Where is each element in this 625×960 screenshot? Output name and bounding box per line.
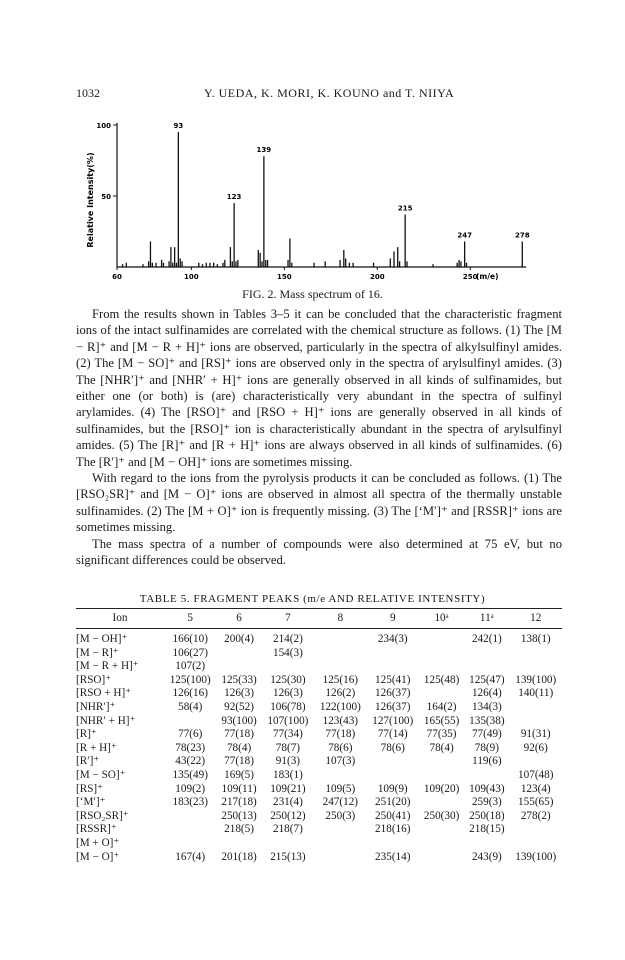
peak-cell: 250(30) xyxy=(423,809,460,822)
peak-cell xyxy=(464,647,509,661)
peak-cell: 78(7) xyxy=(275,741,301,754)
peak-cell: 106(78) xyxy=(270,700,306,713)
peak-cell: 215(13) xyxy=(270,850,306,863)
peak-cell: 154(3) xyxy=(272,646,303,659)
peak-cell: 155(65) xyxy=(518,796,554,809)
peak-cell: 43(22) xyxy=(175,755,206,768)
peak-cell: 126(16) xyxy=(172,687,208,700)
table-row xyxy=(76,851,562,865)
peak-cell: 77(34) xyxy=(272,728,303,741)
peak-cell: 242(1) xyxy=(471,633,502,645)
peak-cell: 251(20) xyxy=(375,796,411,809)
peak-cell xyxy=(314,823,366,837)
peak-cell: 218(15) xyxy=(469,823,505,836)
column-header: 11ᵃ xyxy=(464,609,509,629)
table-row xyxy=(76,701,562,715)
peak-cell: 125(100) xyxy=(169,673,211,686)
peak-cell: 109(43) xyxy=(469,782,505,795)
peak-cell xyxy=(509,715,562,729)
figure-caption xyxy=(0,287,625,302)
table-row xyxy=(76,823,562,837)
y-tick-label: 50 xyxy=(101,193,111,201)
figure-caption-label: FIG. 2. xyxy=(242,287,277,301)
peak-cell: 127(100) xyxy=(372,714,414,727)
peak-cell: 125(30) xyxy=(270,673,306,686)
ion-cell: [M − R]⁺ xyxy=(76,646,119,659)
peak-cell: 78(6) xyxy=(328,741,353,754)
peak-cell xyxy=(419,796,464,810)
running-authors: Y. UEDA, K. MORI, K. KOUNO and T. NIIYA xyxy=(204,86,455,100)
peak-cell: 125(33) xyxy=(221,673,257,686)
peak-cell: 278(2) xyxy=(520,809,551,822)
peak-cell xyxy=(509,647,562,661)
peak-cell: 183(1) xyxy=(272,768,303,781)
peak-label: 215 xyxy=(397,204,413,213)
table-row xyxy=(76,687,562,701)
paragraph-3: The mass spectra of a number of compounds were also determined at 75 eV, but no significant differences could be observed. xyxy=(76,536,562,568)
peak-cell xyxy=(464,769,509,783)
ion-cell: [RSO + H]⁺ xyxy=(76,687,132,700)
peak-cell xyxy=(314,837,366,851)
peak-cell: 139(100) xyxy=(515,673,557,686)
peak-cell: 107(3) xyxy=(325,755,356,768)
paragraph-1: From the results shown in Tables 3–5 it can be concluded that the characteristic fragment ions of the intact sulfinamides are correlated with the chemical structure as follows. (1) The [M − R]⁺ and [M − R + H]⁺ ions are observed, particularly in the spectra of alkylsulfinyl amides. (2) The [M − SO]⁺ and [RS]⁺ ions are observed only in the spectra of arylsulfinyl amides. (3) The [NHR′]⁺ and [NHR′ + H]⁺ ions are generally observed in all kinds of sulfinamides, but either one (or both) is (are) characteristically very abundant in the spectra of sulfinyl arylamides. (4) The [RSO]⁺ and [RSO + H]⁺ ions are generally observed in all kinds of sulfinamides, but the [RSO]⁺ ion is characteristically abundant in the spectra of arylsulfinyl amides. (5) The [R]⁺ and [R + H]⁺ ions are always observed in all kinds of sulfinamides. (6) The [R′]⁺ and [M − OH]⁺ ions are sometimes missing. xyxy=(76,307,562,469)
peak-cell: 109(20) xyxy=(423,782,460,795)
ion-cell: [M − R + H]⁺ xyxy=(76,660,139,673)
page-number: 1032 xyxy=(76,86,100,100)
peak-cell: 106(27) xyxy=(172,646,208,659)
peak-cell: 58(4) xyxy=(178,700,203,713)
ion-cell: [R′]⁺ xyxy=(76,755,100,768)
ion-cell: [RSSR]⁺ xyxy=(76,823,117,836)
peak-cell: 164(2) xyxy=(426,700,457,713)
peak-cell xyxy=(419,769,464,783)
peak-cell: 126(3) xyxy=(272,687,303,700)
y-tick-label: 100 xyxy=(96,122,111,130)
fragment-peaks-table xyxy=(76,608,562,864)
peak-cell: 125(47) xyxy=(469,673,505,686)
peak-cell xyxy=(419,660,464,674)
peak-cell: 135(49) xyxy=(172,768,208,781)
peak-cell: 135(38) xyxy=(469,714,505,727)
column-header: 8 xyxy=(314,609,366,629)
peak-cell: 243(9) xyxy=(471,850,502,863)
peak-cell: 78(4) xyxy=(429,741,454,754)
table-row xyxy=(76,755,562,769)
peak-cell: 218(16) xyxy=(375,823,411,836)
peak-cell: 78(23) xyxy=(175,741,206,754)
peak-cell: 126(37) xyxy=(375,700,411,713)
table-row xyxy=(76,674,562,688)
peak-cell xyxy=(419,837,464,851)
peak-cell xyxy=(262,660,314,674)
table-row xyxy=(76,810,562,824)
peak-cell: 167(4) xyxy=(175,850,206,863)
peak-cell xyxy=(419,823,464,837)
peak-cell: 250(18) xyxy=(469,809,505,822)
peak-cell xyxy=(367,647,419,661)
peak-cell: 109(21) xyxy=(270,782,306,795)
peak-cell: 250(41) xyxy=(375,809,411,822)
peak-cell xyxy=(464,660,509,674)
peak-cell: 235(14) xyxy=(375,850,411,863)
column-header: 6 xyxy=(216,609,261,629)
peak-label: 93 xyxy=(173,122,184,131)
peak-cell xyxy=(509,837,562,851)
ion-cell: [M + O]⁺ xyxy=(76,836,120,849)
peak-cell xyxy=(216,660,261,674)
peak-cell: 183(23) xyxy=(172,796,208,809)
y-axis-label: Relative Intensity(%) xyxy=(86,152,95,248)
peak-cell xyxy=(216,647,261,661)
ion-cell: [RSO₂SR]⁺ xyxy=(76,809,129,822)
peak-cell xyxy=(509,701,562,715)
peak-cell: 166(10) xyxy=(172,633,208,645)
peak-cell: 107(100) xyxy=(267,714,309,727)
peak-cell: 214(2) xyxy=(272,633,303,645)
ion-cell: [M − SO]⁺ xyxy=(76,768,126,781)
ion-cell: [‘M′]⁺ xyxy=(76,796,106,809)
peak-cell: 259(3) xyxy=(471,796,502,809)
peak-cell: 126(3) xyxy=(224,687,254,700)
peak-cell: 109(11) xyxy=(221,782,257,795)
table-row xyxy=(76,629,562,647)
peak-cell xyxy=(314,851,366,865)
peak-cell: 78(6) xyxy=(380,741,405,754)
ion-cell: [RSO]⁺ xyxy=(76,673,112,686)
peak-cell xyxy=(464,837,509,851)
peak-cell: 123(4) xyxy=(520,782,551,795)
peak-cell: 125(16) xyxy=(322,673,359,686)
peak-cell xyxy=(164,715,216,729)
peak-cell: 234(3) xyxy=(377,633,408,645)
peak-cell: 126(2) xyxy=(325,687,356,700)
peak-cell xyxy=(419,647,464,661)
peak-cell: 218(7) xyxy=(272,823,303,836)
peak-cell: 165(55) xyxy=(423,714,460,727)
ion-cell: [M − OH]⁺ xyxy=(76,633,128,645)
table-row xyxy=(76,783,562,797)
peak-cell: 92(6) xyxy=(523,741,548,754)
peak-cell xyxy=(314,629,366,647)
peak-cell: 91(3) xyxy=(275,755,301,768)
peak-cell: 201(18) xyxy=(221,850,257,863)
peak-label: 247 xyxy=(457,231,472,240)
peak-cell: 77(18) xyxy=(325,728,356,741)
peak-cell: 109(2) xyxy=(175,782,206,795)
peak-cell: 125(48) xyxy=(423,673,460,686)
peak-cell: 231(4) xyxy=(272,796,303,809)
peak-cell xyxy=(367,660,419,674)
x-tick-label: 100 xyxy=(184,273,199,281)
x-tick-label: 250 xyxy=(462,273,478,281)
peak-cell: 200(4) xyxy=(224,633,254,645)
table-row xyxy=(76,742,562,756)
peak-label: 278 xyxy=(514,231,530,240)
peak-label: 139 xyxy=(256,146,272,155)
column-header: 9 xyxy=(367,609,419,629)
ion-cell: [NHR′]⁺ xyxy=(76,700,116,713)
peak-cell xyxy=(509,755,562,769)
column-header: 10ᵃ xyxy=(419,609,464,629)
peak-cell: 126(37) xyxy=(375,687,411,700)
peak-cell: 139(100) xyxy=(515,850,557,863)
peak-cell: 218(5) xyxy=(224,823,254,836)
table-row xyxy=(76,660,562,674)
peak-cell xyxy=(164,823,216,837)
mass-spectrum-chart xyxy=(0,0,625,290)
peak-cell: 91(31) xyxy=(520,728,551,741)
peak-cell xyxy=(314,769,366,783)
peak-cell: 119(6) xyxy=(472,755,502,768)
x-tick-label: 60 xyxy=(112,273,122,281)
paragraph-2: With regard to the ions from the pyrolysis products it can be concluded as follows. (1) The [RSO₂SR]⁺ and [M − O]⁺ ions are observed in almost all spectra of the thermally unstable sulfinamides. (2) The [M + O]⁺ ion is frequently missing. (3) The [‘M′]⁺ and [RSSR]⁺ ions are sometimes missing. xyxy=(76,471,562,535)
peak-cell xyxy=(314,647,366,661)
ion-cell: [RS]⁺ xyxy=(76,782,104,795)
peak-cell: 77(18) xyxy=(224,755,254,768)
peak-cell: 123(43) xyxy=(322,714,359,727)
table-row xyxy=(76,728,562,742)
peak-cell xyxy=(419,629,464,647)
peak-cell xyxy=(314,660,366,674)
table-row xyxy=(76,647,562,661)
table-row xyxy=(76,769,562,783)
peak-cell xyxy=(367,837,419,851)
peak-cell: 77(14) xyxy=(377,728,408,741)
peak-cell: 122(100) xyxy=(319,700,361,713)
peak-cell: 247(12) xyxy=(322,796,359,809)
table-row xyxy=(76,837,562,851)
peak-cell: 77(49) xyxy=(471,728,502,741)
peak-cell xyxy=(367,755,419,769)
peak-cell: 134(3) xyxy=(471,700,502,713)
table-row xyxy=(76,796,562,810)
peak-label: 123 xyxy=(226,193,242,202)
peak-cell: 138(1) xyxy=(520,633,551,645)
x-axis-label: (m/e) xyxy=(476,272,499,281)
peak-cell: 78(4) xyxy=(226,741,252,754)
figure-caption-text: Mass spectrum of 16. xyxy=(279,287,383,301)
peak-cell: 140(11) xyxy=(518,687,554,700)
peak-cell: 109(9) xyxy=(377,782,408,795)
ion-cell: [R + H]⁺ xyxy=(76,741,117,754)
peak-cell xyxy=(419,851,464,865)
peak-cell: 93(100) xyxy=(221,714,257,727)
x-tick-label: 150 xyxy=(277,273,292,281)
ion-cell: [M − O]⁺ xyxy=(76,850,120,863)
peak-cell: 77(6) xyxy=(178,728,203,741)
peak-cell xyxy=(509,823,562,837)
peak-cell xyxy=(509,660,562,674)
peak-cell: 125(41) xyxy=(375,673,411,686)
peak-cell xyxy=(164,810,216,824)
peak-cell: 77(18) xyxy=(224,728,254,741)
peak-cell: 109(5) xyxy=(325,782,356,795)
peak-cell: 250(13) xyxy=(221,809,257,822)
peak-cell xyxy=(419,687,464,701)
table-title: TABLE 5. FRAGMENT PEAKS (m/e AND RELATIVE INTENSITY) xyxy=(139,593,486,605)
body-text xyxy=(76,306,562,569)
peak-cell: 107(2) xyxy=(175,660,206,673)
table-row xyxy=(76,715,562,729)
ion-cell: [NHR′ + H]⁺ xyxy=(76,714,136,727)
peak-cell: 107(48) xyxy=(518,768,554,781)
peak-cell: 250(3) xyxy=(325,809,356,822)
peak-cell xyxy=(419,755,464,769)
column-header: 12 xyxy=(509,609,562,629)
peak-cell: 78(9) xyxy=(474,741,499,754)
peak-cell xyxy=(216,837,261,851)
peak-cell xyxy=(262,837,314,851)
column-header: 5 xyxy=(164,609,216,629)
peak-cell: 217(18) xyxy=(221,796,257,809)
peak-cell xyxy=(367,769,419,783)
peak-cell xyxy=(164,837,216,851)
ion-cell: [R]⁺ xyxy=(76,728,97,741)
x-tick-label: 200 xyxy=(369,273,385,281)
peak-cell: 77(35) xyxy=(426,728,457,741)
column-header: Ion xyxy=(76,609,164,629)
peak-cell: 126(4) xyxy=(471,687,502,700)
peak-cell: 169(5) xyxy=(224,768,254,781)
peak-cell: 92(52) xyxy=(224,700,254,713)
column-header: 7 xyxy=(262,609,314,629)
table-body xyxy=(76,629,562,865)
peak-cell: 250(12) xyxy=(270,809,306,822)
table-header-row xyxy=(76,609,562,629)
